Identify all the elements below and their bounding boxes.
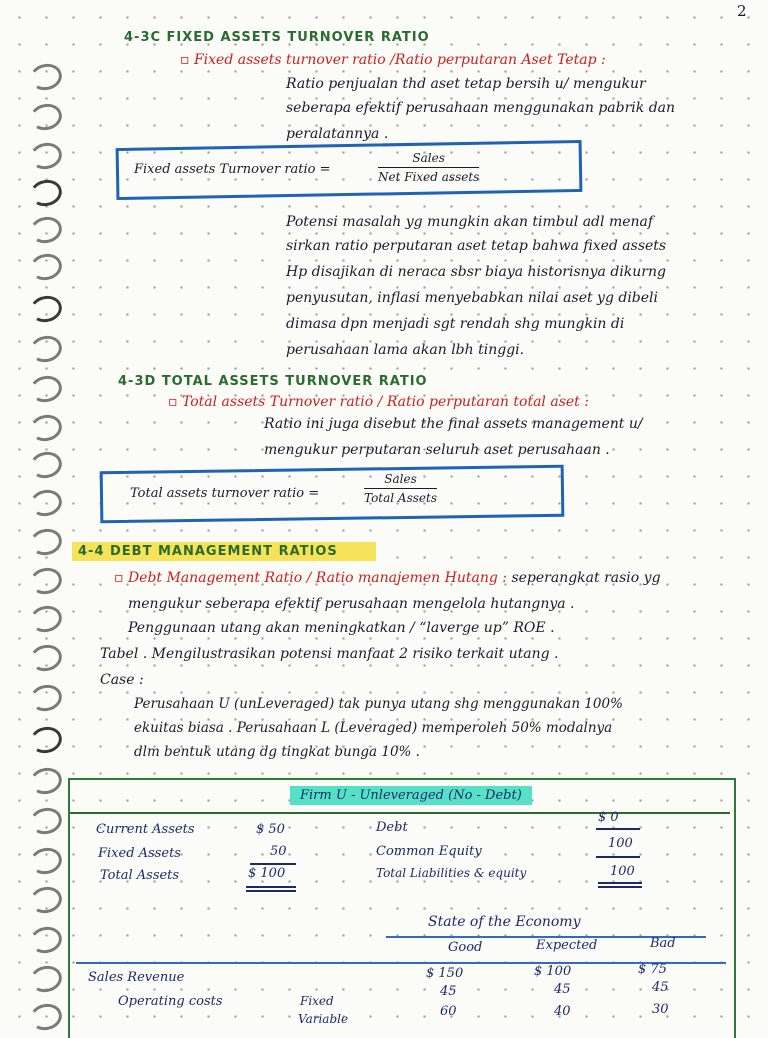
opcost-label: Operating costs [118, 994, 223, 1009]
sales-value-expected: $ 100 [534, 964, 572, 979]
right-double-rule [598, 882, 642, 884]
variable-label: Variable [298, 1012, 349, 1026]
state-col-expected: Expected [536, 938, 598, 953]
variable-value-bad: 30 [652, 1002, 669, 1017]
formula-numerator: Sales [378, 151, 479, 168]
bullet-marker: ▫ [180, 52, 194, 68]
left-double-rule [246, 886, 296, 888]
debt-line: Penggunaan utang akan meningkatkan / “laverge up” ROE . [128, 620, 555, 636]
fixed-value-good: 45 [440, 984, 457, 999]
case-line: dlm bentuk utang dg tingkat bunga 10% . [134, 744, 420, 760]
case-line: Perusahaan U (unLeveraged) tak punya utang shg menggunakan 100% [134, 696, 623, 712]
state-header-rule [76, 962, 726, 964]
problem-line: Hp disajikan di neraca sbsr biaya historisnya dikurng [286, 264, 666, 280]
right-row-value: $ 0 [598, 810, 619, 825]
formula-numerator: Sales [364, 472, 437, 489]
right-row-label: Debt [376, 820, 408, 835]
bullet-marker: ▫ [168, 394, 182, 410]
right-total-rule [596, 856, 640, 858]
problem-line: perusahaan lama akan lbh tinggi. [286, 342, 525, 358]
desc-line: Ratio ini juga disebut the final assets management u/ [264, 416, 643, 432]
debt-line: mengukur seberapa efektif perusahaan mengelola hutangnya . [128, 596, 575, 612]
right-row-value: 100 [608, 836, 633, 851]
bullet-marker: ▫ [114, 570, 128, 586]
state-col-good: Good [448, 940, 483, 955]
desc-line: peralatannya . [286, 126, 389, 142]
desc-line: seberapa efektif perusahaan menggunakan pabrik dan [286, 100, 676, 116]
formula-denominator: Total Assets [364, 491, 437, 505]
left-total-rule [250, 863, 296, 865]
formula-fraction [364, 472, 437, 505]
left-row-label: Current Assets [96, 822, 195, 837]
formula-denominator: Net Fixed assets [378, 170, 480, 184]
right-rule [596, 828, 640, 830]
fixed-value-expected: 45 [554, 982, 571, 997]
left-row-label: Total Assets [100, 868, 180, 883]
state-title: State of the Economy [428, 914, 581, 930]
table-title: Firm U - Unleveraged (No - Debt) [290, 786, 532, 805]
desc-line: mengukur perputaran seluruh aset perusahaan . [264, 442, 610, 458]
sales-label: Sales Revenue [88, 970, 185, 985]
formula-label: Total assets turnover ratio = [130, 486, 320, 501]
left-double-rule [246, 890, 296, 892]
bullet-fixed-assets: ▫ Fixed assets turnover ratio /Ratio perputaran Aset Tetap : [180, 52, 606, 68]
debt-bullet: ▫ Debt Management Ratio / Ratio manajemen Hutang : seperangkat rasio yg [114, 570, 661, 586]
formula-label: Fixed assets Turnover ratio = [134, 162, 331, 177]
sales-value-bad: $ 75 [638, 962, 667, 977]
right-row-label: Total Liabilities & equity [376, 866, 527, 880]
left-row-value: 50 [270, 844, 287, 859]
right-row-value: 100 [610, 864, 635, 879]
problem-line: Potensi masalah yg mungkin akan timbul adl menaf [286, 214, 654, 230]
state-col-bad: Bad [650, 936, 676, 951]
problem-line: penyusutan, inflasi menyebabkan nilai aset yg dibeli [286, 290, 659, 306]
fixed-value-bad: 45 [652, 980, 669, 995]
variable-value-good: 60 [440, 1004, 457, 1019]
left-row-value: $ 50 [256, 822, 285, 837]
left-row-label: Fixed Assets [98, 846, 181, 861]
fixed-label: Fixed [300, 994, 334, 1008]
variable-value-expected: 40 [554, 1004, 571, 1019]
problem-line: sirkan ratio perputaran aset tetap bahwa fixed assets [286, 238, 667, 254]
bullet-total-assets: ▫ Total assets Turnover ratio / Ratio perputaran total aset : [168, 394, 589, 410]
formula-fraction [378, 151, 479, 184]
problem-line: dimasa dpn menjadi sgt rendah shg mungkin di [286, 316, 625, 332]
right-row-label: Common Equity [376, 844, 482, 859]
heading-fixed-assets: 4-3C FIXED ASSETS TURNOVER RATIO [124, 30, 430, 45]
sales-value-good: $ 150 [426, 966, 464, 981]
heading-debt-management: 4-4 DEBT MANAGEMENT RATIOS [72, 542, 376, 561]
right-double-rule [598, 886, 642, 888]
desc-line: Ratio penjualan thd aset tetap bersih u/ mengukur [286, 76, 646, 92]
heading-total-assets: 4-3D TOTAL ASSETS TURNOVER RATIO [118, 374, 428, 389]
case-line: ekuitas biasa . Perusahaan L (Leveraged) memperoleh 50% modalnya [134, 720, 613, 736]
case-label: Case : [100, 672, 144, 688]
left-row-value: $ 100 [248, 866, 286, 881]
tabel-line: Tabel . Mengilustrasikan potensi manfaat 2 risiko terkait utang . [100, 646, 559, 662]
page-number: 2 [737, 2, 747, 20]
table-title-underline [70, 812, 730, 814]
